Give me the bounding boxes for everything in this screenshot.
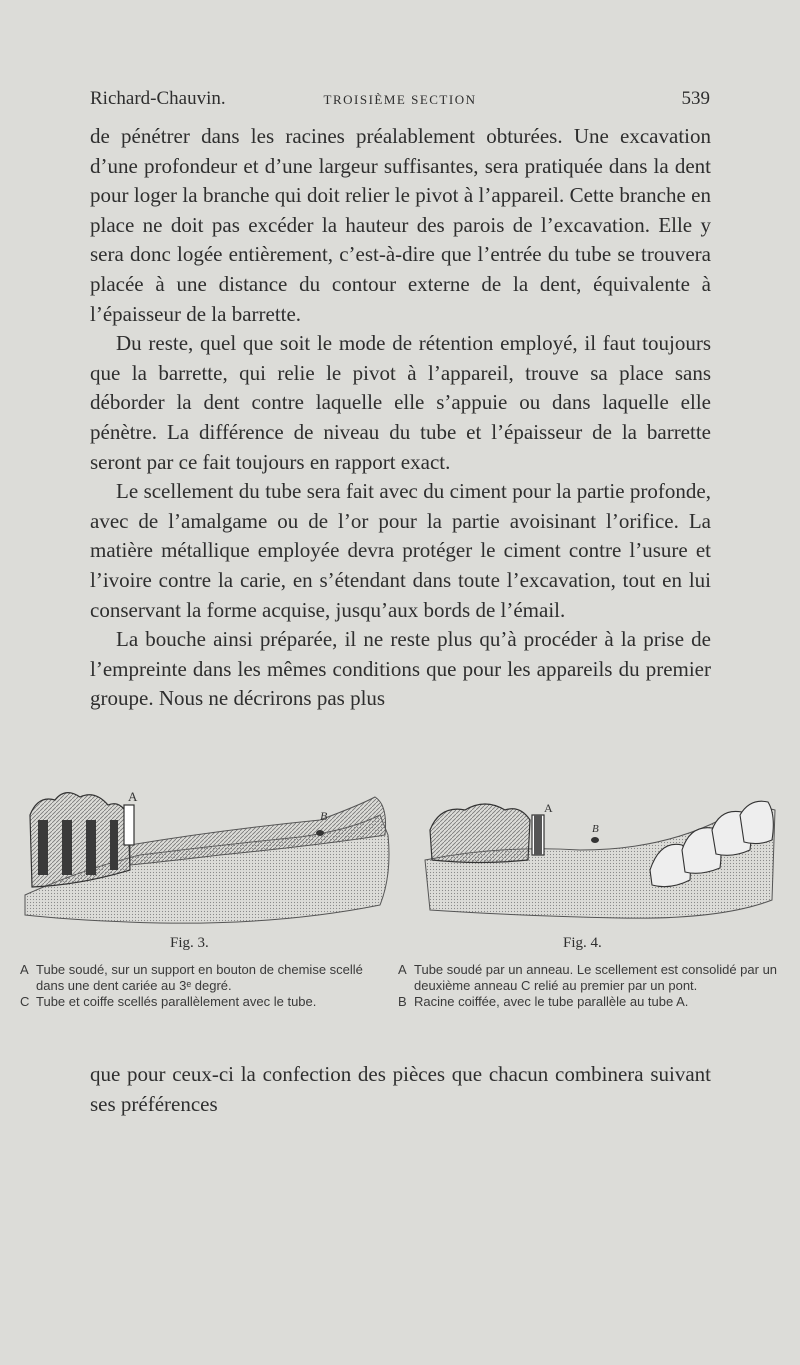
caption-text: Tube soudé, sur un support en bouton de chemise scellé dans une dent cariée au 3ᵉ degré. [36,962,363,993]
caption-letter: A [20,962,29,977]
figure-4-caption [398,962,788,1010]
continuation-text [90,1060,711,1119]
figure-3-illustration [20,775,400,940]
running-head [90,88,710,116]
caption-letter: A [398,962,407,977]
dental-bridge-drawing-fig4 [420,790,780,940]
dental-bridge-drawing-fig3 [20,775,400,940]
caption-item [20,994,390,1010]
figure-4-illustration [420,790,780,940]
caption-text: Racine coiffée, avec le tube parallèle au tube A. [414,994,689,1009]
fig4-marker-a: A [544,801,553,815]
caption-text: Tube soudé par un anneau. Le scellement est consolidé par un deuxième anneau C relié au premier par un pont. [414,962,778,993]
paragraph: La bouche ainsi préparée, il ne reste plus qu’à procéder à la prise de l’empreinte dans les mêmes conditions que pour les appareils du premier groupe. Nous ne décrirons pas plus [90,627,711,711]
fig4-marker-b: B [592,823,599,835]
caption-letter: C [20,994,30,1009]
caption-item [398,962,788,994]
figure-3-caption [20,962,390,1010]
caption-item [398,994,788,1010]
paragraph: de pénétrer dans les racines préalablement obturées. Une excavation d’une profondeur et d’une largeur suffisantes, sera pratiquée dans la dent pour loger la branche qui doit relier le pivot à l’appareil. Cette branche en place ne doit pas excéder la hauteur des parois de l’excavation. Elle y sera donc logée entièrement, c’est-à-dire que l’entrée du tube se trouvera placée à une distance du contour externe de la dent, équivalente à l’épaisseur de la barrette. [90,124,711,326]
paragraph: Du reste, quel que soit le mode de rétention employé, il faut toujours que la barrette, qui relie le pivot à l’appareil, trouve sa place sans déborder la dent contre laquelle elle s’appuie ou dans laquelle elle pénètre. La différence de niveau du tube et l’épaisseur de la barrette seront par ce fait toujours en rapport exact. [90,331,711,474]
running-head-author: Richard-Chauvin. [90,88,226,109]
paragraph: Le scellement du tube sera fait avec du ciment pour la partie profonde, avec de l’amalgame ou de l’or pour la partie avoisinant l’orifice. La matière métallique employée devra protéger le ciment contre l’usure et l’ivoire contre la carie, en s’étendant dans toute l’excavation, tout en lui conservant la forme acquise, jusqu’aux bords de l’émail. [90,479,711,622]
caption-letter: B [398,994,407,1009]
page-number: 539 [681,88,710,109]
figure-4-label: Fig. 4. [563,935,602,951]
caption-text: Tube et coiffe scellés parallèlement avec le tube. [36,994,317,1009]
fig3-marker-b: B [320,809,328,823]
caption-item [20,962,390,994]
paragraph: que pour ceux-ci la confection des pièces que chacun combinera suivant ses préférences [90,1062,711,1116]
body-text [90,122,711,714]
running-head-section: TROISIÈME SECTION [323,92,477,107]
figure-3-label: Fig. 3. [170,935,209,951]
fig3-marker-a: A [128,789,138,804]
